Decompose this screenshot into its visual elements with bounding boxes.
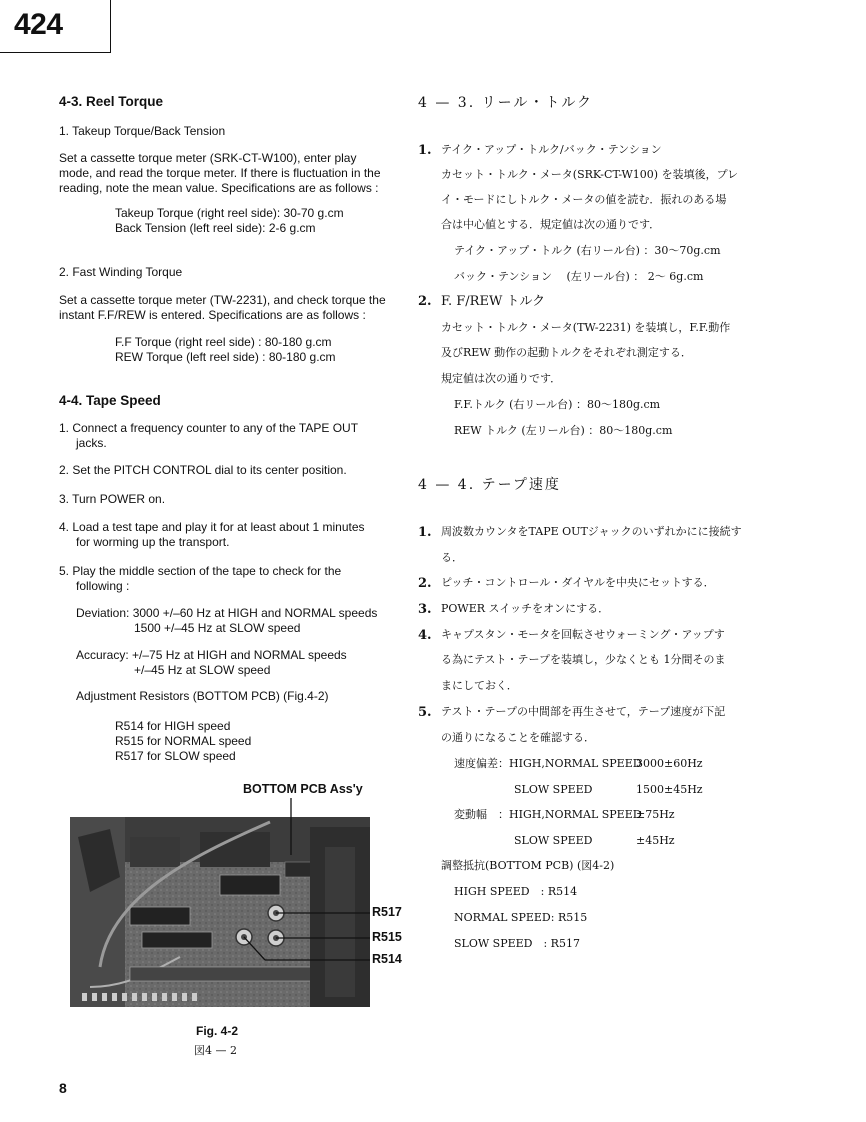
jp-accuracy-label: 変動幅 ：HIGH,NORMAL SPEED: [454, 808, 642, 821]
jp-item-number: 2.: [418, 294, 432, 309]
jp-step-1-cont: る．: [441, 551, 463, 564]
jp-deviation-label: 速度偏差：HIGH,NORMAL SPEED: [454, 757, 642, 770]
spec-takeup: Takeup Torque (right reel side): 30-70 g.cm: [115, 206, 344, 220]
page-number: 8: [59, 1080, 67, 1096]
jp-step-number: 2.: [418, 576, 432, 591]
label-r517: R517: [372, 905, 402, 919]
jp-section-title-tape-speed: 4 — 4. テープ速度: [418, 477, 561, 493]
section-title-tape-speed: 4-4. Tape Speed: [59, 393, 161, 408]
spec-rew: REW Torque (left reel side) : 80-180 g.cm: [115, 350, 336, 364]
jp-step-5-cont: の通りになることを確認する．: [441, 731, 595, 744]
jp-step-3: POWER スイッチをオンにする．: [441, 602, 610, 615]
jp-section-title-reel-torque: 4 — 3. リール・トルク: [418, 95, 594, 111]
step-4-cont: for worming up the transport.: [76, 535, 230, 549]
jp-step-number: 5.: [418, 705, 432, 720]
step-3: 3. Turn POWER on.: [59, 492, 166, 506]
resistor-r515: R515 for NORMAL speed: [115, 734, 252, 748]
para-line: Set a cassette torque meter (TW-2231), and check torque the: [59, 293, 386, 307]
jp-step-4-cont: る為にテスト・テープを装填し，少なくとも 1分間そのま: [441, 653, 726, 666]
item-takeup-torque: 1. Takeup Torque/Back Tension: [59, 124, 226, 138]
jp-line: カセット・トルク・メータ(SRK-CT-W100) を装填後，プレ: [441, 168, 739, 181]
accuracy-slow: +/–45 Hz at SLOW speed: [134, 663, 271, 677]
jp-spec-rew: REW トルク (左リール台) ：80〜180g.cm: [454, 424, 673, 437]
jp-line: 規定値は次の通りです．: [441, 372, 562, 385]
jp-resistor-r515: NORMAL SPEED: R515: [454, 911, 588, 924]
resistor-r514: R514 for HIGH speed: [115, 719, 231, 733]
jp-step-number: 1.: [418, 525, 432, 540]
step-5: 5. Play the middle section of the tape to check for the: [59, 564, 342, 578]
jp-step-4: キャプスタン・モータを回転させウォーミング・アップす: [441, 628, 725, 641]
jp-line: 及びREW 動作の起動トルクをそれぞれ測定する．: [441, 346, 692, 359]
jp-accuracy-slow-value: ±45Hz: [636, 834, 675, 847]
jp-slow-speed: SLOW SPEED: [514, 783, 593, 796]
jp-step-number: 4.: [418, 628, 432, 643]
jp-resistor-r514: HIGH SPEED : R514: [454, 885, 578, 898]
jp-resistor-r517: SLOW SPEED : R517: [454, 937, 580, 950]
jp-item2-title: F. F∕REW トルク: [441, 294, 546, 309]
accuracy-line: Accuracy: +/–75 Hz at HIGH and NORMAL speeds: [76, 648, 347, 662]
jp-step-number: 3.: [418, 602, 432, 617]
jp-line: イ・モードにしトルク・メータの値を読む．振れのある場: [441, 193, 727, 206]
jp-spec-ff: F.F.トルク (右リール台) ：80〜180g.cm: [454, 398, 661, 411]
figure-callout: BOTTOM PCB Ass'y: [243, 782, 363, 796]
jp-step-1: 周波数カウンタをTAPE OUTジャックのいずれかにに接続す: [441, 525, 742, 538]
step-1-cont: jacks.: [76, 436, 107, 450]
para-line: instant F.F/REW is entered. Specifications are as follows :: [59, 308, 366, 322]
adjustment-resistors: Adjustment Resistors (BOTTOM PCB) (Fig.4-2): [76, 689, 329, 703]
para-line: mode, and read the torque meter. If there is fluctuation in the: [59, 166, 381, 180]
para-line: Set a cassette torque meter (SRK-CT-W100), enter play: [59, 151, 357, 165]
jp-step-2: ピッチ・コントロール・ダイヤルを中央にセットする．: [441, 576, 715, 589]
section-title-reel-torque: 4-3. Reel Torque: [59, 94, 164, 109]
jp-deviation-value: 3000±60Hz: [636, 757, 703, 770]
label-r515: R515: [372, 930, 402, 944]
jp-deviation-slow-value: 1500±45Hz: [636, 783, 703, 796]
jp-item1-title: テイク・アップ・トルク∕バック・テンション: [441, 143, 662, 156]
figure-caption-jp: 図4 — 2: [194, 1044, 237, 1057]
jp-line: 合は中心値とする．規定値は次の通りです．: [441, 218, 661, 231]
jp-step-5: テスト・テープの中間部を再生させて，テープ速度が下記: [441, 705, 726, 718]
step-2: 2. Set the PITCH CONTROL dial to its center position.: [59, 463, 347, 477]
jp-line: カセット・トルク・メータ(TW-2231) を装填し，F.F.動作: [441, 321, 731, 334]
label-r514: R514: [372, 952, 402, 966]
jp-accuracy-value: ±75Hz: [636, 808, 675, 821]
para-line: reading, note the mean value. Specifications are as follows :: [59, 181, 379, 195]
spec-ff: F.F Torque (right reel side) : 80-180 g.cm: [115, 335, 332, 349]
step-1: 1. Connect a frequency counter to any of the TAPE OUT: [59, 421, 359, 435]
resistor-r517: R517 for SLOW speed: [115, 749, 236, 763]
jp-step-4-cont: まにしておく．: [441, 679, 518, 692]
figure-caption: Fig. 4-2: [196, 1024, 239, 1038]
model-number: 424: [14, 8, 63, 41]
item-fast-winding: 2. Fast Winding Torque: [59, 265, 183, 279]
jp-spec-takeup: テイク・アップ・トルク (右リール台) ：30〜70g.cm: [454, 244, 721, 257]
jp-spec-back: バック・テンション (左リール台) ： 2〜 6g.cm: [454, 270, 704, 283]
step-4: 4. Load a test tape and play it for at least about 1 minutes: [59, 520, 365, 534]
step-5-cont: following :: [76, 579, 130, 593]
spec-back-tension: Back Tension (left reel side): 2-6 g.cm: [115, 221, 316, 235]
jp-adjustment-resistors: 調整抵抗(BOTTOM PCB) (図4-2): [441, 859, 615, 872]
jp-item-number: 1.: [418, 143, 432, 158]
deviation-slow: 1500 +/–45 Hz at SLOW speed: [134, 621, 301, 635]
jp-slow-speed: SLOW SPEED: [514, 834, 593, 847]
deviation-line: Deviation: 3000 +/–60 Hz at HIGH and NORMAL speeds: [76, 606, 378, 620]
